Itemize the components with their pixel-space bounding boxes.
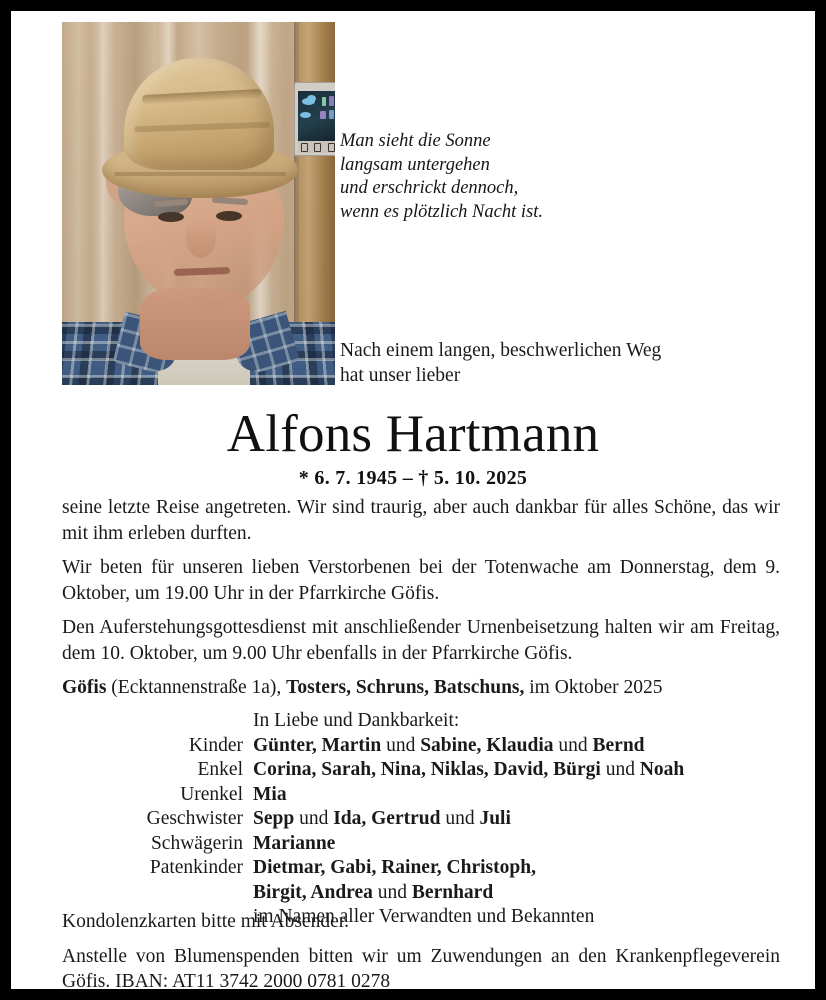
family-names: Marianne (253, 832, 336, 854)
body-paragraph-1: seine letzte Reise angetreten. Wir sind traurig, aber auch dankbar für alles Schöne, das wir mit ihm erleben durften. (62, 497, 780, 544)
family-relation-label: Patenkinder (149, 857, 243, 878)
family-names: Günter, Martin und Sabine, Klaudia und Bernd (253, 734, 645, 756)
place-primary: Göfis (62, 677, 107, 698)
place-secondary: Tosters, Schruns, Batschuns, (286, 677, 525, 698)
family-names: Dietmar, Gabi, Rainer, Christoph, Birgit, Andrea und Bernhard (253, 857, 536, 903)
family-row (62, 734, 780, 759)
photo-scene (62, 22, 335, 385)
family-rows (62, 734, 780, 906)
life-dates: * 6. 7. 1945 – † 5. 10. 2025 (298, 467, 528, 489)
obituary-page (11, 11, 815, 992)
device-screen (298, 91, 335, 141)
family-row (62, 832, 780, 857)
device-glyph (329, 96, 334, 106)
device-glyph (329, 110, 334, 119)
poem-line-4: wenn es plötzlich Nacht ist. (340, 201, 543, 222)
notice-date: im Oktober 2025 (524, 677, 663, 698)
memorial-poem (340, 130, 760, 224)
eye-right (216, 211, 242, 221)
family-row (62, 856, 780, 905)
family-relation-label: Schwägerin (150, 832, 243, 854)
intro-line-1: Nach einem langen, beschwerlichen Weg (340, 340, 662, 361)
deceased-portrait-photo (62, 22, 335, 385)
family-names: Mia (253, 783, 287, 805)
nose (186, 218, 216, 258)
digit-segment (314, 143, 321, 152)
family-names: Sepp und Ida, Gertrud und Juli (253, 808, 511, 829)
places-line (62, 675, 780, 701)
family-relation-label: Kinder (188, 734, 243, 756)
body-paragraph-3: Den Auferstehungsgottesdienst mit anschließender Urnenbeisetzung halten wir am Freitag, dem 10. Oktober, um 9.00 Uhr ebenfalls in der Pfarrkirche Göfis. (62, 617, 780, 664)
device-glyph (320, 111, 326, 119)
device-glyph (322, 97, 326, 106)
family-relation-label: Urenkel (180, 783, 243, 805)
digit-segment (301, 143, 308, 152)
device-digits (298, 141, 335, 153)
hat-brim-stitch (114, 172, 286, 176)
family-relation-label: Geschwister (146, 808, 243, 829)
body-text (62, 495, 780, 701)
family-row (62, 783, 780, 808)
poem-line-3: und erschrickt dennoch, (340, 178, 519, 198)
body-paragraph-2: Wir beten für unseren lieben Verstorbenen bei der Totenwache am Donnerstag, dem 9. Oktober, um 19.00 Uhr in der Pfarrkirche Göfis. (62, 557, 780, 604)
weather-station-device (294, 82, 335, 156)
family-list (62, 709, 780, 930)
eye-left (158, 212, 184, 222)
intro-text (340, 338, 770, 388)
family-relation-label: Enkel (197, 759, 243, 780)
family-footer: im Namen aller Verwandten und Bekannten (253, 906, 595, 927)
family-heading: In Liebe und Dankbarkeit: (253, 710, 460, 731)
family-names: Corina, Sarah, Nina, Niklas, David, Bürgi und Noah (253, 759, 685, 780)
intro-line-2: hat unser lieber (340, 365, 461, 386)
deceased-name: Alfons Hartmann (226, 405, 600, 463)
poem-line-2: langsam untergehen (340, 154, 490, 175)
cloud-icon (307, 95, 316, 102)
condolence-note: Kondolenzkarten bitte mit Absender. (62, 911, 350, 932)
donation-note: Anstelle von Blumenspenden bitten wir um Zuwendungen an den Krankenpflegeverein Göfis. IBAN: AT11 3742 2000 0781 0278 (62, 945, 780, 992)
digit-segment (328, 143, 335, 152)
cloud-icon (300, 112, 311, 118)
family-row (62, 807, 780, 832)
family-row (62, 758, 780, 783)
poem-line-1: Man sieht die Sonne (340, 131, 491, 151)
footer-text (62, 909, 780, 995)
place-address: (Ecktannenstraße 1a), (106, 677, 287, 698)
